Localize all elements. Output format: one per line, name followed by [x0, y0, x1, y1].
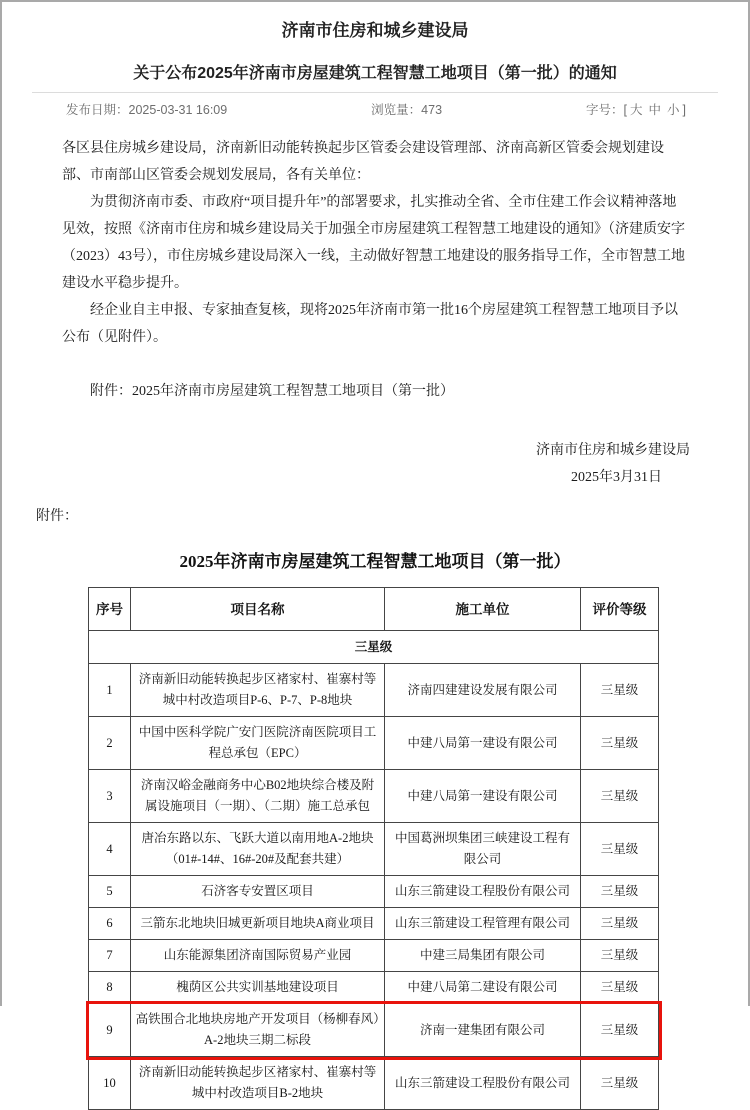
view-count	[371, 100, 442, 118]
cell-grade: 三星级	[581, 1004, 659, 1057]
cell-no: 1	[89, 664, 131, 717]
table-row	[89, 664, 659, 717]
paragraph-background: 为贯彻济南市委、市政府“项目提升年”的部署要求，扎实推动全省、全市住建工作会议精神落地见效，按照《济南市住房和城乡建设局关于加强全市房屋建筑工程智慧工地建设的通知》（济建质安字（2023）43号），市住房城乡建设局深入一线，主动做好智慧工地建设的服务指导工作，全市智慧工地建设水平稳步提升。	[62, 195, 685, 291]
fontsize-control	[586, 100, 686, 118]
publish-date-value: 2025-03-31 16:09	[128, 103, 228, 117]
cell-company: 中建八局第一建设有限公司	[385, 770, 581, 823]
cell-project: 三箭东北地块旧城更新项目地块A商业项目	[131, 908, 385, 940]
article-body	[2, 118, 748, 491]
cell-project: 石济客专安置区项目	[131, 876, 385, 908]
site-title: 济南市住房和城乡建设局	[281, 21, 469, 40]
cell-company: 中建八局第一建设有限公司	[385, 717, 581, 770]
article-title: 关于公布2025年济南市房屋建筑工程智慧工地项目（第一批）的通知	[133, 65, 617, 82]
attachment-table-body	[89, 631, 659, 1110]
meta-bar	[2, 93, 748, 118]
cell-grade: 三星级	[581, 717, 659, 770]
cell-company: 山东三箭建设工程管理有限公司	[385, 908, 581, 940]
table-row	[89, 1057, 659, 1110]
view-count-label: 浏览量：	[371, 103, 422, 117]
cell-company: 济南一建集团有限公司	[385, 1004, 581, 1057]
cell-project: 高铁围合北地块房地产开发项目（杨柳春风）A-2地块三期二标段	[131, 1004, 385, 1057]
signature-block	[62, 437, 690, 491]
table-row	[89, 940, 659, 972]
cell-no: 6	[89, 908, 131, 940]
section-header-three-star: 三星级	[89, 631, 659, 664]
attachment-table-title: 2025年济南市房屋建筑工程智慧工地项目（第一批）	[179, 552, 571, 571]
cell-grade: 三星级	[581, 908, 659, 940]
view-count-value: 473	[421, 103, 443, 117]
cell-no: 7	[89, 940, 131, 972]
cell-no: 2	[89, 717, 131, 770]
publish-date	[66, 100, 227, 118]
table-row	[89, 823, 659, 876]
cell-grade: 三星级	[581, 823, 659, 876]
attachment-reference: 附件：2025年济南市房屋建筑工程智慧工地项目（第一批）	[90, 384, 454, 399]
publish-date-label: 发布日期：	[66, 103, 129, 117]
cell-company: 中建八局第二建设有限公司	[385, 972, 581, 1004]
cell-grade: 三星级	[581, 770, 659, 823]
cell-company: 山东三箭建设工程股份有限公司	[385, 876, 581, 908]
cell-grade: 三星级	[581, 940, 659, 972]
column-header-project: 项目名称	[131, 588, 385, 631]
cell-project: 济南汉峪金融商务中心B02地块综合楼及附属设施项目（一期）、（二期）施工总承包	[131, 770, 385, 823]
table-row	[89, 770, 659, 823]
table-header-row	[89, 588, 659, 631]
cell-project: 唐冶东路以东、飞跃大道以南用地A-2地块（01#-14#、16#-20#及配套共建）	[131, 823, 385, 876]
cell-no: 3	[89, 770, 131, 823]
cell-no: 5	[89, 876, 131, 908]
table-row	[89, 876, 659, 908]
cell-company: 中建三局集团有限公司	[385, 940, 581, 972]
cell-project: 济南新旧动能转换起步区褚家村、崔寨村等城中村改造项目P-6、P-7、P-8地块	[131, 664, 385, 717]
cell-company: 山东三箭建设工程股份有限公司	[385, 1057, 581, 1110]
attachment-label: 附件：	[36, 509, 78, 524]
fontsize-label: 字号：	[585, 103, 624, 117]
cell-no: 9	[89, 1004, 131, 1057]
cell-grade: 三星级	[581, 1057, 659, 1110]
table-row	[89, 717, 659, 770]
fontsize-option-medium[interactable]: 中	[648, 103, 661, 117]
column-header-number: 序号	[89, 588, 131, 631]
signature-date: 2025年3月31日	[571, 470, 662, 485]
cell-no: 8	[89, 972, 131, 1004]
attachment-table	[88, 587, 659, 1110]
table-section-row	[89, 631, 659, 664]
cell-no: 4	[89, 823, 131, 876]
cell-no: 10	[89, 1057, 131, 1110]
attachment-section	[2, 505, 748, 1110]
cell-project: 槐荫区公共实训基地建设项目	[131, 972, 385, 1004]
cell-project: 济南新旧动能转换起步区褚家村、崔寨村等城中村改造项目B-2地块	[131, 1057, 385, 1110]
table-row	[89, 972, 659, 1004]
paragraph-announcement: 经企业自主申报、专家抽查复核，现将2025年济南市第一批16个房屋建筑工程智慧工地项目予以公布（见附件）。	[62, 303, 678, 345]
fontsize-option-large[interactable]: 大	[629, 103, 643, 117]
cell-grade: 三星级	[581, 972, 659, 1004]
column-header-grade: 评价等级	[581, 588, 659, 631]
table-row	[89, 908, 659, 940]
signature-organization: 济南市住房和城乡建设局	[536, 443, 690, 458]
paragraph-addressees: 各区县住房城乡建设局，济南新旧动能转换起步区管委会建设管理部、济南高新区管委会规划建设部、市南部山区管委会规划发展局，各有关单位：	[62, 141, 664, 183]
fontsize-bracket-close: ]	[682, 103, 686, 117]
cell-company: 济南四建建设发展有限公司	[385, 664, 581, 717]
cell-grade: 三星级	[581, 876, 659, 908]
fontsize-bracket-open: [	[623, 103, 627, 117]
column-header-company: 施工单位	[385, 588, 581, 631]
fontsize-option-small[interactable]: 小	[667, 103, 680, 117]
cell-company: 中国葛洲坝集团三峡建设工程有限公司	[385, 823, 581, 876]
cell-project: 山东能源集团济南国际贸易产业园	[131, 940, 385, 972]
table-row-highlighted	[89, 1004, 659, 1057]
cell-project: 中国中医科学院广安门医院济南医院项目工程总承包（EPC）	[131, 717, 385, 770]
cell-grade: 三星级	[581, 664, 659, 717]
